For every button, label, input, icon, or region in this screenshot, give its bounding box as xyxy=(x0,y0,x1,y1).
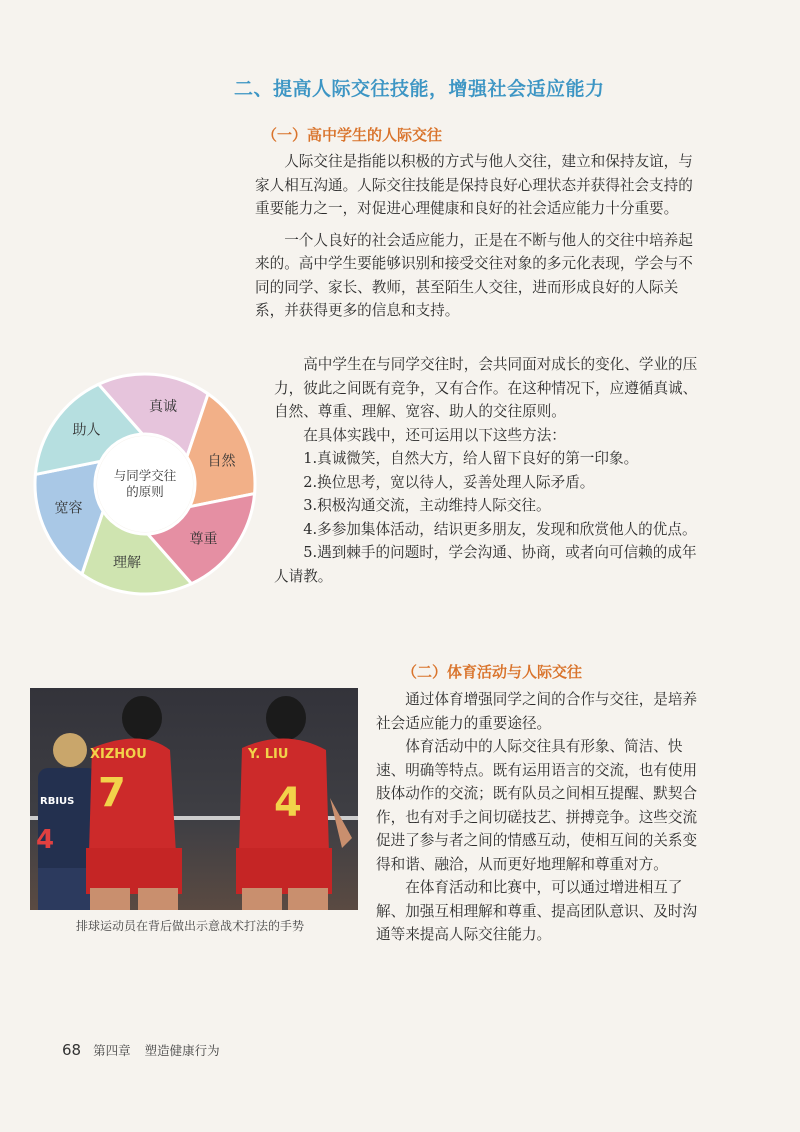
list-item: 2.换位思考，宽以待人，妥善处理人际矛盾。 xyxy=(303,473,595,491)
diagram-segment-label: 真诚 xyxy=(148,399,177,416)
intro-text xyxy=(255,150,707,323)
methods-list xyxy=(274,447,704,588)
paragraph: 在具体实践中，还可运用以下这些方法： xyxy=(303,426,566,444)
photo-caption: 排球运动员在背后做出示意战术打法的手势 xyxy=(76,919,305,933)
right-jersey-name: Y. LIU xyxy=(248,747,289,762)
list-item: 3.积极沟通交流，主动维持人际交往。 xyxy=(303,497,551,514)
left-jersey-number: 7 xyxy=(98,770,126,816)
page-number: 68 xyxy=(62,1041,82,1059)
volleyball-photo xyxy=(30,688,358,910)
list-item: 5.遇到棘手的问题时，学会沟通、协商，或者向可信赖的成年人请教。 xyxy=(274,544,697,585)
subsection-title-1: （一）高中学生的人际交往 xyxy=(262,126,443,144)
diagram-segment-label: 自然 xyxy=(207,453,236,470)
chapter-number: 第四章 xyxy=(93,1043,131,1058)
left-jersey-name: XIZHOU xyxy=(90,747,147,762)
paragraph: 高中学生在与同学交往时，会共同面对成长的变化、学业的压力，彼此之间既有竞争，又有合作。在这种情况下，应遵循真诚、自然、尊重、理解、宽容、助人的交往原则。 xyxy=(274,356,698,420)
diagram-segment-label: 尊重 xyxy=(189,531,218,548)
paragraph: 通过体育增强同学之间的合作与交往，是培养社会适应能力的重要途径。 xyxy=(376,691,698,732)
sports-text xyxy=(376,688,706,947)
diagram-center-label: 的原则 xyxy=(126,484,164,499)
paragraph: 体育活动中的人际交往具有形象、简洁、快速、明确等特点。既有运用语言的交流，也有使用肢体动作的交流；既有队员之间相互提醒、默契合作，也有对手之间切磋技艺、拼搏竞争。这些交流促进了参与者之间的情感互动，使相互间的关系变得和谐、融洽，从而更好地理解和尊重对方。 xyxy=(376,738,698,873)
page-footer xyxy=(62,1041,220,1059)
diagram-center-label: 与同学交往 xyxy=(113,468,177,483)
right-jersey-number: 4 xyxy=(274,780,302,826)
principles-text xyxy=(274,353,704,588)
diagram-segment-label: 理解 xyxy=(113,554,142,571)
opponent-jersey-number: 4 xyxy=(36,825,55,855)
list-item: 1.真诚微笑，自然大方，给人留下良好的第一印象。 xyxy=(303,450,639,467)
paragraph: 人际交往是指能以积极的方式与他人交往，建立和保持友谊，与家人相互沟通。人际交往技能是保持良好心理状态并获得社会支持的重要能力之一，对促进心理健康和良好的社会适应能力十分重要。 xyxy=(255,153,693,217)
principles-diagram xyxy=(30,372,260,597)
opponent-jersey-name: RBIUS xyxy=(40,796,75,807)
chapter-title: 塑造健康行为 xyxy=(144,1043,220,1058)
diagram-segment-label: 宽容 xyxy=(54,500,83,517)
section-title: 二、提高人际交往技能，增强社会适应能力 xyxy=(234,78,605,100)
list-item: 4.多参加集体活动，结识更多朋友，发现和欣赏他人的优点。 xyxy=(303,520,697,538)
subsection-title-2: （二）体育活动与人际交往 xyxy=(402,663,583,681)
paragraph: 一个人良好的社会适应能力，正是在不断与他人的交往中培养起来的。高中学生要能够识别和接受交往对象的多元化表现，学会与不同的同学、家长、教师，甚至陌生人交往，进而形成良好的人际关系，并获得更多的信息和支持。 xyxy=(255,231,693,319)
paragraph: 在体育活动和比赛中，可以通过增进相互了解、加强互相理解和尊重、提高团队意识、及时沟通等来提高人际交往能力。 xyxy=(376,879,698,943)
diagram-segment-label: 助人 xyxy=(72,422,101,439)
